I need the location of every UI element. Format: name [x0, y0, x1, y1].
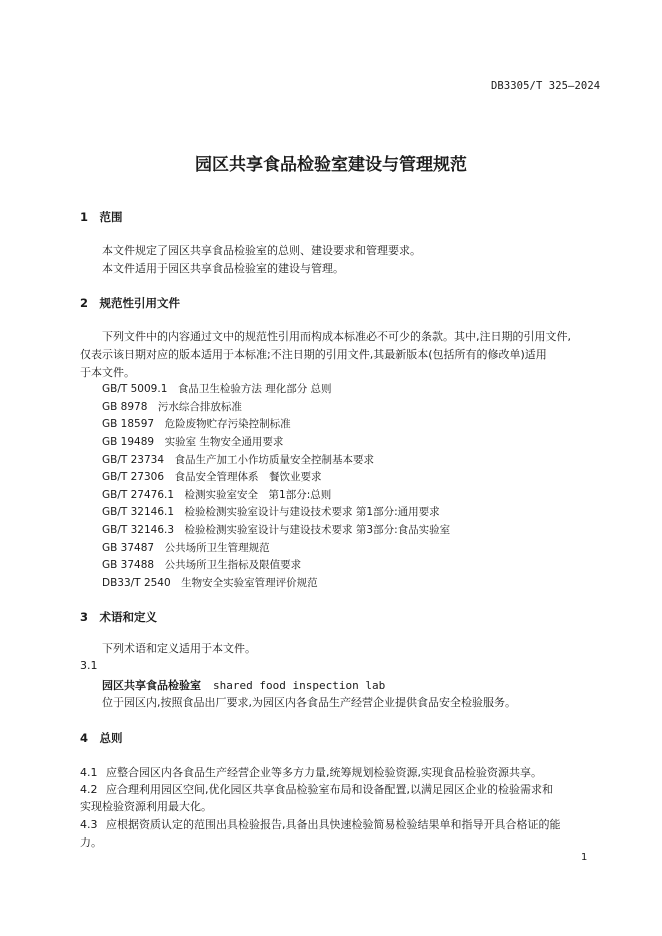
paragraph-line: 仅表示该日期对应的版本适用于本标准;不注日期的引用文件,其最新版本(包括所有的修改单)适用 [80, 348, 547, 361]
term-definition: 位于园区内,按照食品出厂要求,为园区内各食品生产经营企业提供食品安全检验服务。 [102, 696, 516, 709]
paragraph: 本文件适用于园区共享食品检验室的建设与管理。 [102, 262, 344, 275]
section-3-heading: 3 术语和定义 [80, 610, 158, 624]
paragraph: 下列术语和定义适用于本文件。 [102, 642, 256, 655]
reference-item: GB 37487 公共场所卫生管理规范 [102, 542, 270, 554]
clause-text: 应整合园区内各食品生产经营企业等多方力量,统筹规划检验资源,实现食品检验资源共享。 [106, 766, 542, 779]
reference-item: GB/T 27306 食品安全管理体系 餐饮业要求 [102, 471, 322, 483]
paragraph-line: 下列文件中的内容通过文中的规范性引用而构成本标准必不可少的条款。其中,注日期的引用文件, [102, 330, 571, 343]
clause-text: 应合理利用园区空间,优化园区共享食品检验室布局和设备配置,以满足园区企业的检验需求和 [106, 783, 553, 796]
paragraph-line: 于本文件。 [80, 366, 135, 379]
paragraph: 本文件规定了园区共享食品检验室的总则、建设要求和管理要求。 [102, 244, 421, 257]
section-4-heading: 4 总则 [80, 731, 123, 745]
reference-item: GB/T 32146.1 检验检测实验室设计与建设技术要求 第1部分:通用要求 [102, 506, 440, 518]
document-number: DB3305/T 325—2024 [491, 80, 601, 92]
reference-item: DB33/T 2540 生物安全实验室管理评价规范 [102, 577, 318, 589]
clause-number: 4.2 [80, 783, 98, 796]
reference-item: GB 19489 实验室 生物安全通用要求 [102, 436, 284, 448]
clause-number: 4.3 [80, 818, 98, 831]
term-english: shared food inspection lab [213, 679, 386, 692]
clause-text: 实现检验资源利用最大化。 [80, 800, 212, 813]
reference-item: GB 37488 公共场所卫生指标及限值要求 [102, 559, 302, 571]
section-1-heading: 1 范围 [80, 210, 123, 224]
clause-text: 力。 [80, 836, 102, 849]
reference-item: GB/T 27476.1 检测实验室安全 第1部分:总则 [102, 489, 332, 501]
reference-item: GB 8978 污水综合排放标准 [102, 401, 242, 413]
reference-item: GB/T 5009.1 食品卫生检验方法 理化部分 总则 [102, 383, 332, 395]
term-number: 3.1 [80, 659, 98, 672]
reference-item: GB/T 32146.3 检验检测实验室设计与建设技术要求 第3部分:食品实验室 [102, 524, 451, 536]
clause-text: 应根据资质认定的范围出具检验报告,具备出具快速检验简易检验结果单和指导开具合格证的能 [106, 818, 561, 831]
clause-number: 4.1 [80, 766, 98, 779]
reference-item: GB 18597 危险废物贮存污染控制标准 [102, 418, 291, 430]
term-entry [102, 677, 385, 693]
reference-item: GB/T 23734 食品生产加工小作坊质量安全控制基本要求 [102, 454, 375, 466]
page-title: 园区共享食品检验室建设与管理规范 [195, 155, 467, 175]
page-number: 1 [581, 852, 588, 863]
term-chinese: 园区共享食品检验室 [102, 679, 201, 692]
section-2-heading: 2 规范性引用文件 [80, 296, 181, 310]
